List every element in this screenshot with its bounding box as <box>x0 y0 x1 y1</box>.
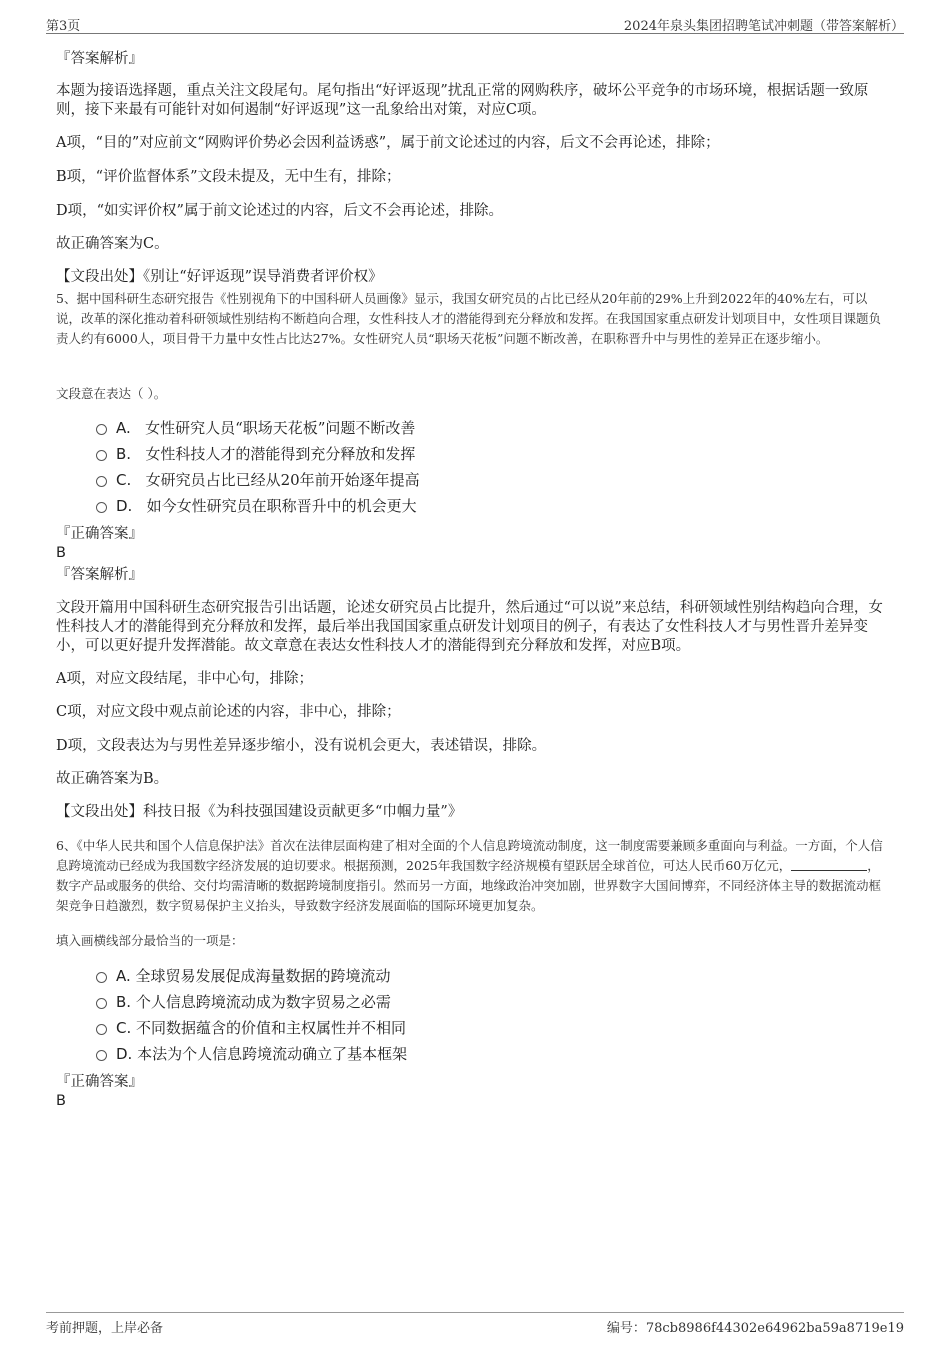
q5-answer: B <box>56 545 66 561</box>
q5-question: 文段意在表达（ ）。 <box>56 386 167 401</box>
q5-answer-title: 『正确答案』 <box>56 526 143 542</box>
q5-option-c[interactable]: C. 女研究员占比已经从20年前开始逐年提高 <box>96 470 420 490</box>
q5-analysis-title: 『答案解析』 <box>56 567 143 583</box>
q4-analysis-option-b: B项，“评价监督体系”文段未提及，无中生有，排除； <box>56 169 401 185</box>
footer-slogan: 考前押题，上岸必备 <box>46 1321 164 1336</box>
fill-in-blank <box>791 858 867 871</box>
page-header <box>46 13 904 34</box>
q5-option-d[interactable]: D. 如今女性研究员在职称晋升中的机会更大 <box>96 496 417 516</box>
q5-option-b[interactable]: B. 女性科技人才的潜能得到充分释放和发挥 <box>96 444 415 464</box>
q6-stem: 6、《中华人民共和国个人信息保护法》首次在法律层面构建了相对全面的个人信息跨境流动制度，这一制度需要兼顾多重面向与利益。一方面，个人信息跨境流动已经成为我国数字经济发展的迫切要求。根据预测，2025年我国数字经济规模有望跃居全球首位，可达人民币60万亿元， ，数字产品或服务的供给、交付均需清晰的数据跨境制度指引。然而另一方面，地缘政治冲突加剧，世界数字大国间博弈，不同经济体主导的数据流动框架竞争日趋激烈，数字贸易保护主义抬头，导致数字经济发展面临的国际环境更加复杂。 <box>56 838 883 913</box>
q6-option-a[interactable]: A. 全球贸易发展促成海量数据的跨境流动 <box>96 966 391 986</box>
q6-option-b[interactable]: B. 个人信息跨境流动成为数字贸易之必需 <box>96 992 391 1012</box>
radio-icon[interactable] <box>96 972 107 983</box>
document-title: 2024年泉头集团招聘笔试冲刺题（带答案解析） <box>623 19 904 34</box>
q5-analysis-option-d: D项，文段表达为与男性差异逐步缩小，没有说机会更大，表述错误，排除。 <box>56 738 547 754</box>
q6-option-c[interactable]: C. 不同数据蕴含的价值和主权属性并不相同 <box>96 1018 406 1038</box>
q5-option-a[interactable]: A. 女性研究人员“职场天花板”问题不断改善 <box>96 418 415 438</box>
q5-analysis-paragraph: 文段开篇用中国科研生态研究报告引出话题，论述女研究员占比提升，然后通过“可以说”来总结，科研领域性别结构趋向合理，女性科技人才的潜能得到充分释放和发挥，最后举出我国国家重点研发计划项目的例子，有表达了女性科技人才与男性晋升差异变小，可以更好提升发挥潜能。故文章意在表达女性科技人才的潜能得到充分释放和发挥，对应B项。 <box>56 600 883 654</box>
q5-conclusion: 故正确答案为B。 <box>56 771 169 787</box>
q4-source: 【文段出处】《别让“好评返现”误导消费者评价权》 <box>56 269 383 285</box>
q4-analysis-title: 『答案解析』 <box>56 51 143 67</box>
q5-source: 【文段出处】科技日报《为科技强国建设贡献更多“巾帼力量”》 <box>56 804 463 820</box>
radio-icon[interactable] <box>96 502 107 513</box>
q6-option-d[interactable]: D. 本法为个人信息跨境流动确立了基本框架 <box>96 1044 407 1064</box>
q6-answer-title: 『正确答案』 <box>56 1074 143 1090</box>
q5-stem: 5、据中国科研生态研究报告《性别视角下的中国科研人员画像》显示，我国女研究员的占比已经从20年前的29%上升到2022年的40%左右，可以说，改革的深化推动着科研领域性别结构不断趋向合理，女性科技人才的潜能得到充分释放和发挥。在我国国家重点研发计划项目中，女性项目课题负责人约有6000人，项目骨干力量中女性占比达27%。女性研究人员“职场天花板”问题不断改善，在职称晋升中与男性的差异正在逐步缩小。 <box>56 291 882 346</box>
q4-conclusion: 故正确答案为C。 <box>56 236 169 252</box>
radio-icon[interactable] <box>96 1050 107 1061</box>
document-id: 编号：78cb8986f44302e64962ba59a8719e19 <box>606 1321 904 1336</box>
q4-analysis-option-d: D项，“如实评价权”属于前文论述过的内容，后文不会再论述，排除。 <box>56 203 503 219</box>
q6-answer: B <box>56 1093 66 1109</box>
q4-analysis-option-a: A项，“目的”对应前文“网购评价势必会因利益诱惑”，属于前文论述过的内容，后文不会再论述，排除； <box>56 135 720 151</box>
page-footer <box>46 1312 904 1335</box>
q5-analysis-option-c: C项，对应文段中观点前论述的内容，非中心，排除； <box>56 704 401 720</box>
radio-icon[interactable] <box>96 998 107 1009</box>
radio-icon[interactable] <box>96 424 107 435</box>
q6-question: 填入画横线部分最恰当的一项是： <box>56 933 244 948</box>
q4-analysis-paragraph: 本题为接语选择题，重点关注文段尾句。尾句指出“好评返现”扰乱正常的网购秩序，破坏公平竞争的市场环境，根据话题一致原则，接下来最有可能针对如何遏制“好评返现”这一乱象给出对策，对应C项。 <box>56 83 869 118</box>
page-number: 第3页 <box>46 19 81 34</box>
radio-icon[interactable] <box>96 1024 107 1035</box>
radio-icon[interactable] <box>96 476 107 487</box>
q5-analysis-option-a: A项，对应文段结尾，非中心句，排除； <box>56 671 313 687</box>
radio-icon[interactable] <box>96 450 107 461</box>
